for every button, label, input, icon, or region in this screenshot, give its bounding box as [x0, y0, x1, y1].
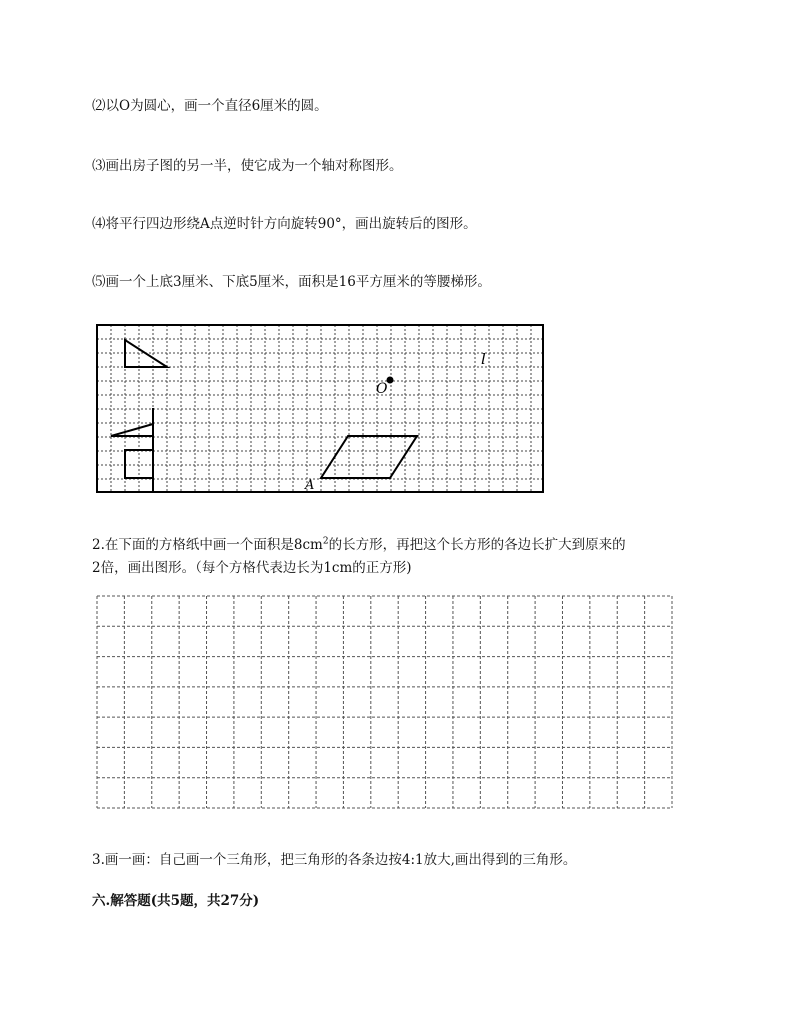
problem-2-line-2: 2倍，画出图形。（每个方格代表边长为1cm的正方形)	[92, 560, 412, 576]
problem-2-line-1: 2.在下面的方格纸中画一个面积是$8cm^2$的长方形，再把这个长方形的各边长扩大到原来的	[92, 536, 626, 553]
point-o-dot	[387, 377, 394, 384]
grid1-border	[97, 325, 543, 492]
question-4-rotation: ⑷将平行四边形绕A点逆时针方向旋转90°，画出旋转后的图形。	[92, 216, 477, 232]
triangle-shape	[125, 340, 167, 367]
grid2-lines	[97, 596, 672, 808]
grid1-lines	[97, 325, 543, 492]
point-a-label: A	[305, 478, 315, 493]
question-5-trapezoid: ⑸画一个上底3厘米、下底5厘米，面积是16平方厘米的等腰梯形。	[92, 274, 491, 290]
question-3-house-symmetry: ⑶画出房子图的另一半，使它成为一个轴对称图形。	[92, 158, 403, 174]
section-six-heading: 六.解答题(共5题，共27分)	[92, 893, 260, 909]
point-o-label: O	[376, 381, 388, 397]
line-l-label: l	[481, 350, 486, 368]
half-house-roof	[111, 424, 153, 436]
problem-3: 3.画一画：自己画一个三角形，把三角形的各条边按4:1放大,画出得到的三角形。	[92, 852, 577, 868]
question-2-circle: ⑵以O为圆心，画一个直径6厘米的圆。	[92, 98, 328, 114]
